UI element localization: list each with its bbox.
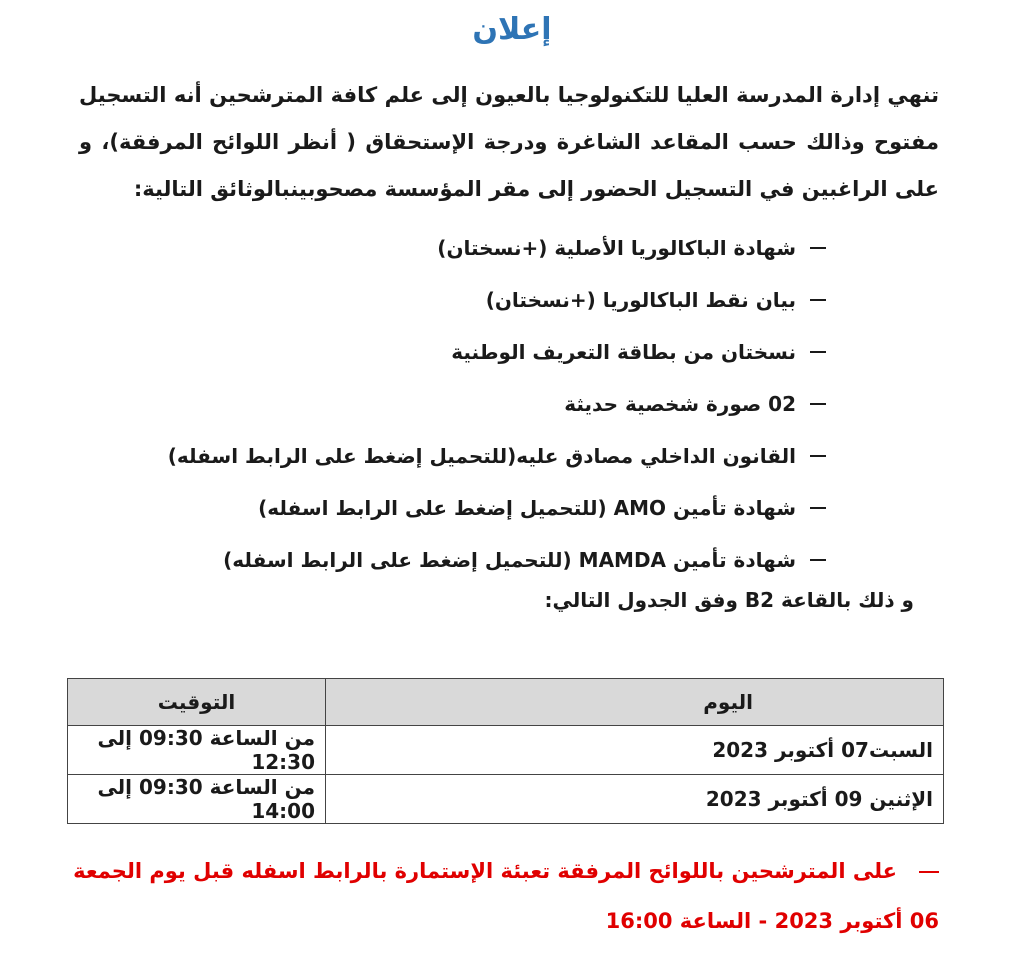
document-label: نسختان من بطاقة التعريف الوطنية	[451, 340, 796, 364]
document-label: شهادة الباكالوريا الأصلية (+نسختان)	[437, 236, 796, 260]
required-documents-list	[168, 222, 826, 586]
table-row	[68, 775, 944, 824]
list-item	[168, 222, 826, 274]
dash-bullet-icon	[810, 455, 826, 457]
table-header-row	[68, 679, 944, 726]
dash-bullet-icon	[810, 299, 826, 301]
dash-bullet-icon	[810, 247, 826, 249]
cell-day: الإثنين 09 أكتوبر 2023	[326, 775, 944, 824]
deadline-note	[59, 846, 939, 946]
document-label: شهادة تأمين AMO (للتحميل إضغط على الرابط اسفله)	[258, 496, 796, 520]
list-item	[168, 274, 826, 326]
document-label: بيان نقط الباكالوريا (+نسختان)	[485, 288, 796, 312]
list-item	[168, 326, 826, 378]
column-header-day: اليوم	[326, 679, 944, 726]
schedule-intro: و ذلك بالقاعة B2 وفق الجدول التالي:	[544, 588, 914, 612]
document-label: 02 صورة شخصية حديثة	[564, 392, 796, 416]
dash-bullet-icon	[810, 559, 826, 561]
dash-bullet-icon	[810, 403, 826, 405]
document-label: شهادة تأمين MAMDA (للتحميل إضغط على الرابط اسفله)	[223, 548, 796, 572]
intro-paragraph: تنهي إدارة المدرسة العليا للتكنولوجيا بالعيون إلى علم كافة المترشحين أنه التسجيل مفتوح وذالك حسب المقاعد الشاغرة ودرجة الإستحقاق ( أنظر اللوائح المرفقة)، و على الراغبين في التسجيل الحضور إلى مقر المؤسسة مصحوبينبالوثائق التالية:	[79, 83, 939, 201]
list-item	[168, 430, 826, 482]
cell-time: من الساعة 09:30 إلى 14:00	[68, 775, 326, 824]
column-header-time: التوقيت	[68, 679, 326, 726]
dash-bullet-icon	[919, 871, 939, 873]
deadline-note-text: على المترشحين باللوائح المرفقة تعبئة الإستمارة بالرابط اسفله قبل يوم الجمعة 06 أكتوبر 2023 - الساعة 16:00	[73, 859, 939, 933]
cell-time: من الساعة 09:30 إلى 12:30	[68, 726, 326, 775]
page-title: إعلان	[472, 12, 552, 47]
document-label: القانون الداخلي مصادق عليه(للتحميل إضغط على الرابط اسفله)	[167, 444, 796, 468]
list-item	[168, 534, 826, 586]
dash-bullet-icon	[810, 507, 826, 509]
list-item	[168, 482, 826, 534]
dash-bullet-icon	[810, 351, 826, 353]
schedule-table	[67, 678, 944, 824]
cell-day: السبت07 أكتوبر 2023	[326, 726, 944, 775]
list-item	[168, 378, 826, 430]
table-row	[68, 726, 944, 775]
